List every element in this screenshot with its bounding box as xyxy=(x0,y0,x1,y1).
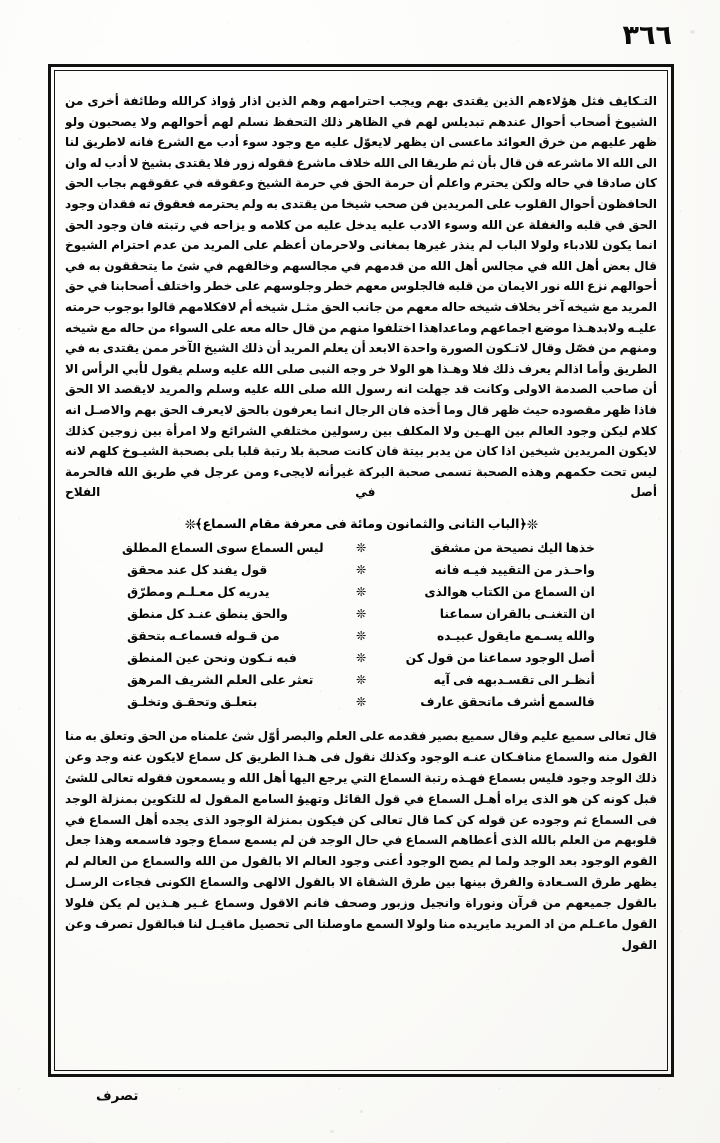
verse-spacer xyxy=(601,626,657,648)
chapter-heading-title: الباب الثانى والثمانون ومائة فى معرفة مقام السماع xyxy=(202,516,520,532)
verse-hemistich-a: فبه نـكون ونحن عين المنطق xyxy=(127,651,297,666)
verse-spacer xyxy=(65,560,121,582)
verse-spacer xyxy=(65,626,121,648)
verse-row xyxy=(65,560,657,582)
verse-spacer xyxy=(65,604,121,626)
verse-row xyxy=(65,648,657,670)
page-border-frame-inner xyxy=(54,70,668,1071)
verse-separator-ornament-icon: ❊ xyxy=(356,629,367,644)
verse-hemistich-a: يدريه كل معـلـم ومطرّق xyxy=(127,585,270,600)
lower-prose-paragraph: قال تعالى سميع عليم وقال سميع بصير فقدمه على العلم والبصر أوّل شئ علمناه من الحق وتعلق به منا القول منه والسماع منافـكان عنـه الوجود وكذلك نقول فى هـذا الطريق كل سماع لايكون عنه وجد وعن ذلك الوجد وجود فليس بسماع فهـذه رتبة السماع التي يرجع اليها أهل الله و يسمعون فقوله تعالى للشئ قبل كونه كن هو الذى يراه أهـل السماع في قول القائل وتهيؤ السامع المقول له للتكوين بمنزلة الوجد فى السماع ثم وجوده عن قوله كن كما قال تعالى كن فيكون بمنزلة الوجود الذى يجده أهل السماع في قلوبهم من العلم بالله الذى أعطاهم السماع في حال الوجد فن لم يسمع سماع وجود فاسمعه وهذا جعل القوم الوجود بعد الوجد ولما لم يصح الوجود أعنى وجود العالم الا بالقول من الله والسماع من العالم لم يظهر طرق السـعادة والفرق بينها بين طرق الشقاة الا بالقول الالهى والسماع الكونى فجاءت الرسـل بالقول جميعهم من قرآن ونوراة وانجيل وزبور وصحف فانم الاقول وسماع غـير هـذين لم يكن فلولا القول ماعـلم من اد المريد مايريده منا ولولا السمع ماوصلنا الى تحصيل ماقيـل لنا فبالقول تصرف وعن القول xyxy=(65,728,657,952)
verse-spacer xyxy=(601,538,657,560)
verse-spacer xyxy=(65,692,121,714)
verse-hemistich-b: أنظـر الى تقسـدبهه فى آيه xyxy=(433,673,595,688)
verse-row xyxy=(65,670,657,692)
verse-spacer xyxy=(65,582,121,604)
verse-hemistich-b: فالسمع أشرف ماتحقق عارف xyxy=(420,695,595,710)
scan-smudge xyxy=(330,1130,334,1133)
verse-row xyxy=(65,692,657,714)
verse-hemistich-b: أصل الوجود سماعنا من قول كن xyxy=(405,651,595,666)
verse-spacer xyxy=(601,670,657,692)
upper-prose-paragraph: التـكايف فثل هؤلاءهم الذين يقتدى بهم ويجب احترامهم وهم الذين اذار ؤواذ كرالله وطائفة أخرى من الشيوخ أصحاب أحوال عندهم تبديلس لهم في الظاهر ذلك التحفظ نسلم لهم أحوالهم ولا يصحبون ولو ظهر عليهم من خرق العوائد ماعسى ان يظهر لايعوّل عليه مع وجود سوء أدب مع الشرع فانه لاطريق لنا الى الله الا ماشرعه فن قال بأن ثم طريقا الى الله خلاف ماشرع فقوله زور فلا يقتدى بشيخ لا أدب له وان كان صادقا في حاله ولكن يحترم واعلم أن حرمة الحق في حرمة الشيخ وعقوقه في عقوقهم بجاب الحق الحافظون أحوال القلوب على المريدين فن صحب شيخا من يقتدى به ولم يحترمه فعقوق ته فقدان وجود الحق في قلبه والغفلة عن الله وسوء الادب عليه يدخل عليه من كلامه و يزاحه في رتبته فان وجود الحق انما يكون للادباء ولولا الباب لم ينذر غيرها بمغانى ولاحرمان أعظم على المريد من عدم احترام الشيوخ قال بعض أهل الله في مجالس أهل الله من قدمهم في مجالسهم وخالفهم في شئ ما يتحققون به في أحوالهم نزع الله نور الايمان من قلبه فالجلوس معهم خطر وجلوسهم على خطر واختلف أصحابنا في حق المريد مع شيخه آخر بخلاف شيخه حاله معهم من جانب الحق مثـل شيخه أم لافكلامهم قالوا بوجوب حرمته عليـه ولابدهـذا موضع اجماعهم وماعداهذا اختلفوا منهم من قال حاله معه على السواء من حاله مع شيخه ومنهم من فصّل وقال لاتـكون الصورة واحدة الابعد أن يعلم المريد أن ذلك الشيخ الآخر ممن يقتدى به في الطريق وأما اذالم يعرف ذلك فلا وهـذا هو الولا خر وجه النبى صلى الله عليه وسلم يقول لأبي الرأس الا أن صاحب الصدمة الاولى وكانت قد جهلت انه رسول الله صلى الله عليه وسلم والمريد لايقصد الا الحق فاذا ظهر مقصوده حيث ظهر قال وما أخذه فان الرجال انما يعرفون بالحق لايعرف الحق بهم والاصـل انه كلام ليكن وجود العالم بين الهـين ولا المكلف بين رسولين مختلفي الشرائع ولا امرأة بين زوجين كذلك لايكون المريدين شيخين اذا كان من يدبر بيتة فان كانت صحبة بلا رتبة قلبا بلى بصحبة الشيـوخ كلهم لانه ليس تحت حكمهم وهذه الصحبة تسمى صحبة البركة غيرأنه لايجىء ومن عرجل في طريق الله فالحرمة أصل في الفلاح xyxy=(65,94,657,500)
verse-hemistich-b: واحـذر من التقييد فيـه فانه xyxy=(434,563,595,578)
page-number: ٣٦٦ xyxy=(622,20,672,51)
verse-separator-ornament-icon: ❊ xyxy=(356,541,367,556)
verse-hemistich-b: ان السماع من الكتاب هوالذى xyxy=(424,585,595,600)
verse-hemistich-a: تعثر على العلم الشريف المرهق xyxy=(127,673,314,688)
verse-separator-ornament-icon: ❊ xyxy=(356,651,367,666)
verse-spacer xyxy=(601,692,657,714)
verse-hemistich-a: من قـوله فسماعـه بتحقق xyxy=(127,629,280,644)
verse-hemistich-a: ليس السماع سوى السماع المطلق xyxy=(121,541,324,556)
heading-ornament-left: ❊ xyxy=(184,518,196,534)
heading-ornament-right: ❊ xyxy=(526,518,538,534)
text-column xyxy=(65,79,657,1064)
verse-hemistich-b: ان التغنـى بالقران سماعنا xyxy=(439,607,595,622)
verse-row xyxy=(65,582,657,604)
verse-separator-ornament-icon: ❊ xyxy=(356,695,367,710)
verse-hemistich-a: بتعلـق وتحقـق وتخلـق xyxy=(127,695,258,710)
verse-spacer xyxy=(65,648,121,670)
verse-row xyxy=(65,604,657,626)
verse-spacer xyxy=(65,538,121,560)
verse-separator-ornament-icon: ❊ xyxy=(356,673,367,688)
verse-spacer xyxy=(601,560,657,582)
catchword: تصرف xyxy=(96,1088,139,1104)
scan-smudge xyxy=(360,1110,363,1113)
verse-spacer xyxy=(601,582,657,604)
chapter-heading xyxy=(65,515,657,535)
heading-bracket-right: ﴿ xyxy=(519,516,527,532)
verse-hemistich-a: والحق ينطق عنـد كل منطق xyxy=(127,607,288,622)
poem-body xyxy=(65,538,657,714)
verse-hemistich-b: خذها اليك نصيحة من مشفق xyxy=(430,541,595,556)
verse-hemistich-b: والله يسـمع مايقول عبيـده xyxy=(437,629,595,644)
verse-separator-ornament-icon: ❊ xyxy=(356,563,367,578)
poem-table xyxy=(65,538,657,714)
verse-row xyxy=(65,626,657,648)
page-border-frame-outer xyxy=(48,64,674,1077)
verse-spacer xyxy=(601,604,657,626)
verse-separator-ornament-icon: ❊ xyxy=(356,607,367,622)
heading-bracket-left: ﴾ xyxy=(195,516,203,532)
scan-smudge xyxy=(690,30,695,34)
verse-separator-ornament-icon: ❊ xyxy=(356,585,367,600)
verse-hemistich-a: قول يفند كل عند محقق xyxy=(127,563,268,578)
verse-spacer xyxy=(601,648,657,670)
verse-row xyxy=(65,538,657,560)
verse-spacer xyxy=(65,670,121,692)
